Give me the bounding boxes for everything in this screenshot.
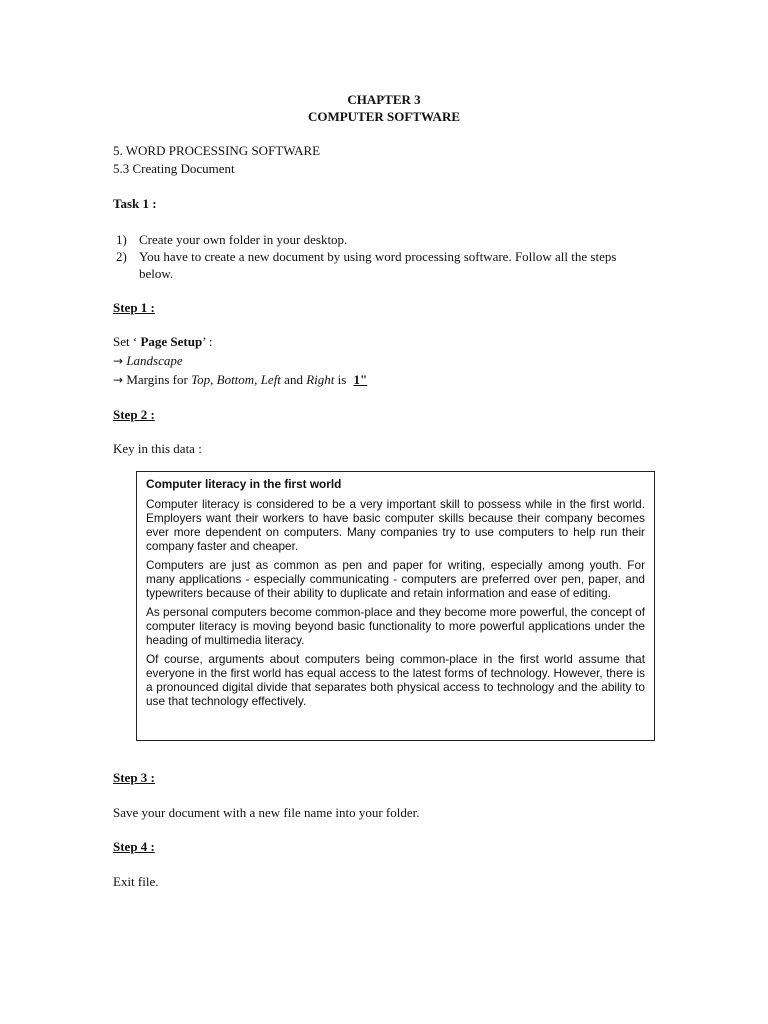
page-setup-suffix: ’ : bbox=[202, 334, 213, 349]
margin-left-label: Left bbox=[260, 372, 281, 387]
arrow-right-icon: → bbox=[113, 354, 124, 368]
chapter-title: CHAPTER 3 bbox=[347, 92, 421, 107]
chapter-subject: COMPUTER SOFTWARE bbox=[307, 109, 461, 124]
margins-line bbox=[113, 372, 367, 388]
task-item-number: 2) bbox=[116, 249, 127, 264]
page-setup-prefix: Set ‘ bbox=[113, 334, 141, 349]
step-3-label: Step 3 : bbox=[113, 770, 155, 785]
task-item-text: You have to create a new document by using word processing software. Follow all the steps below. bbox=[139, 249, 617, 281]
section-heading: 5. WORD PROCESSING SOFTWARE bbox=[113, 143, 321, 158]
box-paragraph: Of course, arguments about computers being common-place in the first world assume that everyone in the first world has equal access to the latest forms of technology. However, there is a pronounced digital divide that separates both physical access to technology and the ability to use that technology effectively. bbox=[146, 652, 645, 708]
arrow-right-icon: → bbox=[113, 373, 124, 387]
box-paragraph: As personal computers become common-place and they become more powerful, the concept of computer literacy is moving beyond basic functionality to more powerful applications under the heading of multimedia literacy. bbox=[146, 605, 646, 647]
box-title: Computer literacy in the first world bbox=[146, 477, 342, 491]
orientation-value: Landscape bbox=[126, 353, 183, 368]
step-4-label: Step 4 : bbox=[113, 839, 155, 854]
step-4-instruction: Exit file. bbox=[113, 874, 159, 889]
data-text-box bbox=[136, 471, 655, 741]
step-2-instruction: Key in this data : bbox=[113, 441, 202, 456]
orientation-line bbox=[113, 353, 183, 369]
page-setup-keyword: Page Setup bbox=[140, 334, 203, 349]
margin-top-label: Top, bbox=[191, 372, 214, 387]
task-label: Task 1 : bbox=[113, 196, 157, 211]
step-2-label: Step 2 : bbox=[113, 407, 155, 422]
page-setup-line bbox=[113, 334, 212, 350]
margins-prefix: Margins for bbox=[126, 372, 192, 387]
is-word: is bbox=[337, 372, 347, 387]
task-item-number: 1) bbox=[116, 232, 127, 247]
box-paragraph: Computers are just as common as pen and paper for writing, especially among youth. For many applications - especially communicating - computers are preferred over pen, paper, and typewriters because of their ability to duplicate and retain information and ease of editing. bbox=[146, 558, 645, 600]
margin-right-label: Right bbox=[306, 372, 335, 387]
margin-value: 1" bbox=[353, 372, 368, 387]
box-paragraph: Computer literacy is considered to be a very important skill to possess while in the first world. Employers want their workers to have basic computer skills because their company becomes ever more dependent on computers. Many companies try to use computers to help run their company faster and cheaper. bbox=[146, 497, 645, 553]
and-word: and bbox=[284, 372, 303, 387]
step-1-label: Step 1 : bbox=[113, 300, 155, 315]
task-item-text: Create your own folder in your desktop. bbox=[139, 232, 348, 247]
step-3-instruction: Save your document with a new file name into your folder. bbox=[113, 805, 420, 820]
section-subheading: 5.3 Creating Document bbox=[113, 161, 235, 176]
margin-bottom-label: Bottom, bbox=[216, 372, 258, 387]
